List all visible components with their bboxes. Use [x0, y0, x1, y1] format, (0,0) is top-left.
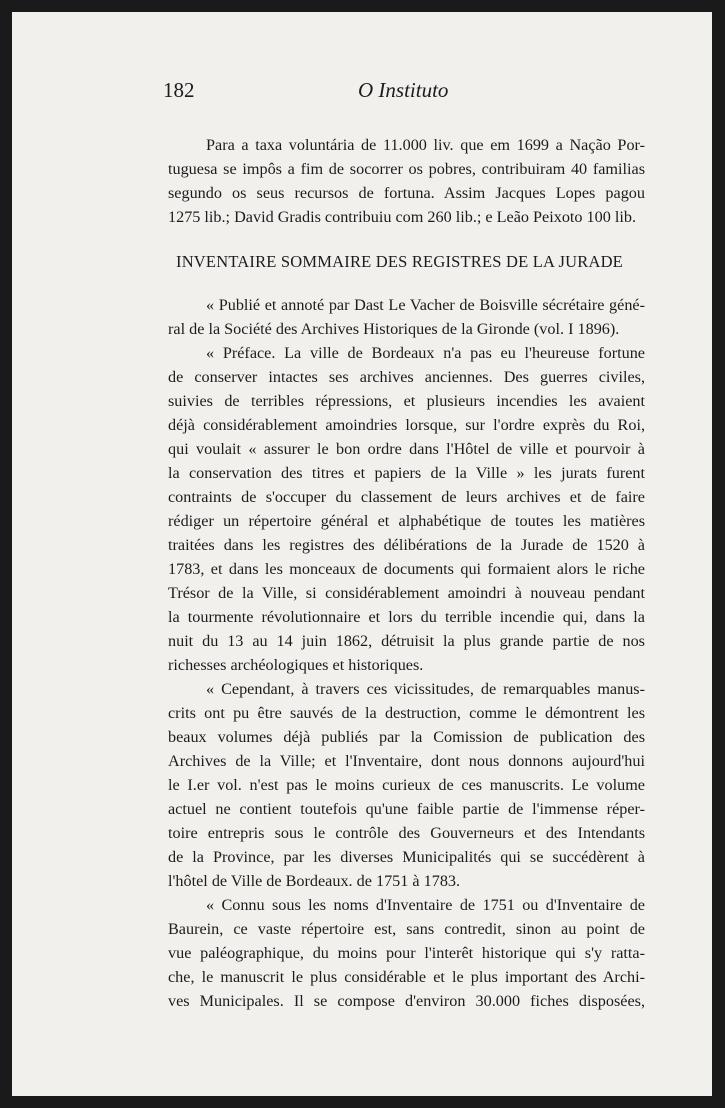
paragraph-preface — [168, 341, 645, 677]
document-page — [12, 12, 712, 1096]
paragraph-connu — [168, 893, 645, 1013]
text-line: de conserver intactes ses archives anciennes. Des guerres civiles, — [168, 368, 645, 386]
page-header — [163, 70, 643, 106]
text-line: qui voulait « assurer le bon ordre dans l'Hôtel de ville et pourvoir à — [168, 440, 645, 458]
text-line: le I.er vol. n'est pas le moins curieux de ces manuscrits. Le volume — [168, 776, 645, 794]
text-line: Baurein, ce vaste répertoire est, sans contredit, sinon au point de — [168, 920, 645, 938]
text-line: toire entrepris sous le contrôle des Gouverneurs et des Intendants — [168, 824, 645, 842]
text-line: 1783, et dans les monceaux de documents qui formaient alors le riche — [168, 560, 645, 578]
text-line: contraints de s'occuper du classement de leurs archives et de faire — [168, 488, 645, 506]
text-line: actuel ne contient toutefois qu'une faible partie de l'immense réper- — [168, 800, 645, 818]
text-line: crits ont pu être sauvés de la destruction, comme le démontrent les — [168, 704, 645, 722]
paragraph-cependant — [168, 677, 645, 893]
text-line: « Connu sous les noms d'Inventaire de 1751 ou d'Inventaire de — [206, 896, 645, 914]
text-line: ves Municipales. Il se compose d'environ 30.000 fiches disposées, — [168, 992, 645, 1010]
text-line: nuit du 13 au 14 juin 1862, détruisit la plus grande partie de nos — [168, 632, 645, 650]
intro-paragraph — [168, 133, 645, 229]
text-line: suivies de terribles répressions, et plusieurs incendies les avaient — [168, 392, 645, 410]
text-line: la tourmente révolutionnaire et lors du terrible incendie qui, dans la — [168, 608, 645, 626]
text-line: che, le manuscrit le plus considérable et le plus important des Archi- — [168, 968, 645, 986]
text-line: vue paléographique, du moins pour l'interêt historique qui s'y ratta- — [168, 944, 645, 962]
text-line: segundo os seus recursos de fortuna. Assim Jacques Lopes pagou — [168, 184, 645, 202]
running-title: O Instituto — [358, 78, 449, 102]
text-line: beaux volumes déjà publiés par la Comission de publication des — [168, 728, 645, 746]
text-line: la conservation des titres et papiers de la Ville » les jurats furent — [168, 464, 645, 482]
text-line: traitées dans les registres des délibérations de la Jurade de 1520 à — [168, 536, 645, 554]
text-line: ral de la Société des Archives Historiques de la Gironde (vol. I 1896). — [168, 320, 620, 338]
text-line: tuguesa se impôs a fim de socorrer os pobres, contribuiram 40 familias — [168, 160, 645, 178]
text-line: déjà considérablement amoindries lorsque, sur l'ordre exprès du Roi, — [168, 416, 645, 434]
section-heading: INVENTAIRE SOMMAIRE DES REGISTRES DE LA JURADE — [176, 252, 623, 271]
text-line: Trésor de la Ville, si considérablement amoindri à nouveau pendant — [168, 584, 645, 602]
text-line: « Publié et annoté par Dast Le Vacher de Boisville sécrétaire géné- — [206, 296, 645, 314]
section-body — [168, 293, 645, 1013]
text-line: Para a taxa voluntária de 11.000 liv. que em 1699 a Nação Por- — [206, 136, 645, 154]
text-line: rédiger un répertoire général et alphabétique de toutes les matières — [168, 512, 645, 530]
text-line: 1275 lib.; David Gradis contribuiu com 260 lib.; e Leão Peixoto 100 lib. — [168, 208, 637, 226]
text-line: Archives de la Ville; et l'Inventaire, dont nous donnons aujourd'hui — [168, 752, 645, 770]
text-line: « Préface. La ville de Bordeaux n'a pas eu l'heureuse fortune — [206, 344, 645, 362]
page-number: 182 — [163, 78, 195, 102]
paragraph-publication — [168, 293, 645, 341]
text-line: de la Province, par les diverses Municipalités qui se succédèrent à — [168, 848, 645, 866]
text-line: richesses archéologiques et historiques. — [168, 656, 424, 674]
text-line: l'hôtel de Ville de Bordeaux. de 1751 à 1783. — [168, 872, 461, 890]
text-line: « Cependant, à travers ces vicissitudes, de remarquables manus- — [206, 680, 645, 698]
